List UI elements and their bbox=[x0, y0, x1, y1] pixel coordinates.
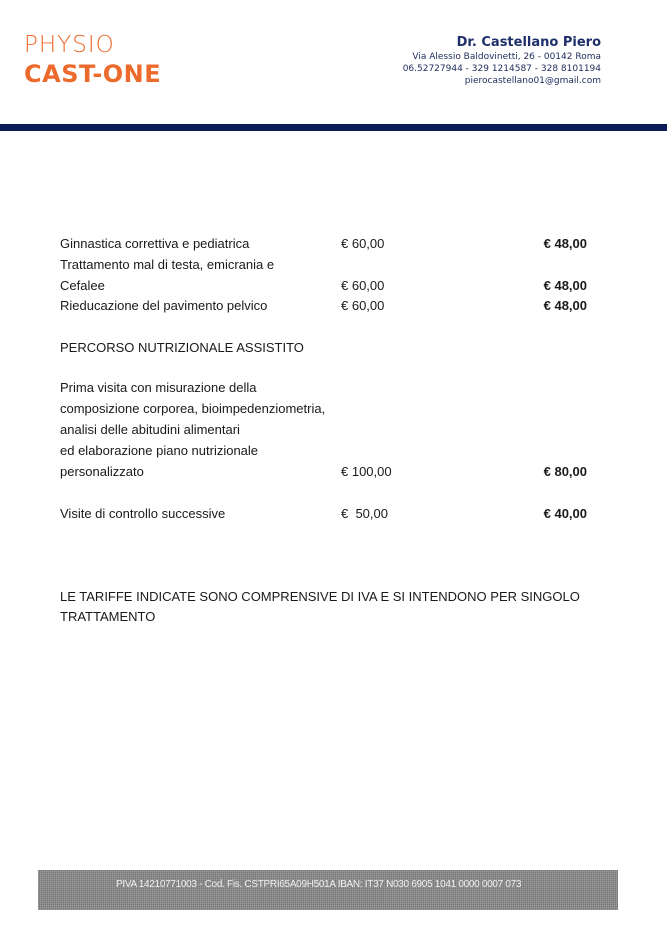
treatment-discounted-price: € 48,00 bbox=[543, 298, 587, 313]
nutrition-item-label: ed elaborazione piano nutrizionale bbox=[60, 443, 259, 458]
treatment-label: Rieducazione del pavimento pelvico bbox=[60, 298, 268, 313]
nutrition-item-label: Prima visita con misurazione della bbox=[60, 380, 257, 395]
contact-block bbox=[403, 34, 601, 87]
footer-fiscal-info: PIVA 14210771003 - Cod. Fis. CSTPRI65A09H501A IBAN: IT37 N030 6905 1041 0000 0007 073 bbox=[116, 879, 522, 890]
logo-physio-text: PHYSIO bbox=[24, 32, 115, 58]
nutrition-item-label: Visite di controllo successive bbox=[60, 506, 226, 521]
phone-numbers: 06.52727944 - 329 1214587 - 328 8101194 bbox=[402, 64, 601, 74]
section-title: PERCORSO NUTRIZIONALE ASSISTITO bbox=[60, 340, 304, 355]
treatment-discounted-price: € 48,00 bbox=[543, 236, 587, 251]
doctor-name: Dr. Castellano Piero bbox=[456, 35, 601, 50]
notice-text: LE TARIFFE INDICATE SONO COMPRENSIVE DI IVA E SI INTENDONO PER SINGOLO bbox=[60, 589, 580, 604]
header-divider bbox=[0, 124, 667, 131]
footer-band bbox=[38, 870, 618, 910]
email: pierocastellano01@gmail.com bbox=[464, 76, 601, 86]
nutrition-item-label: composizione corporea, bioimpedenziometria, bbox=[60, 401, 326, 416]
nutrition-item-label: personalizzato bbox=[60, 464, 144, 479]
notice-text: TRATTAMENTO bbox=[60, 609, 156, 624]
treatment-price: € 60,00 bbox=[341, 298, 385, 313]
nutrition-item-price: € 100,00 bbox=[341, 464, 392, 479]
treatment-label: Cefalee bbox=[60, 278, 105, 293]
nutrition-item-discounted-price: € 80,00 bbox=[543, 464, 587, 479]
treatment-price: € 60,00 bbox=[341, 278, 385, 293]
treatment-price: € 60,00 bbox=[341, 236, 385, 251]
nutrition-item-price: € 50,00 bbox=[341, 506, 388, 521]
treatment-label: Ginnastica correttiva e pediatrica bbox=[60, 236, 250, 251]
treatment-discounted-price: € 48,00 bbox=[543, 278, 587, 293]
treatment-label: Trattamento mal di testa, emicrania e bbox=[60, 257, 275, 272]
logo-castone-text: CAST-ONE bbox=[24, 60, 162, 88]
address: Via Alessio Baldovinetti, 26 - 00142 Roma bbox=[412, 52, 601, 62]
nutrition-item-label: analisi delle abitudini alimentari bbox=[60, 422, 240, 437]
nutrition-item-discounted-price: € 40,00 bbox=[543, 506, 587, 521]
